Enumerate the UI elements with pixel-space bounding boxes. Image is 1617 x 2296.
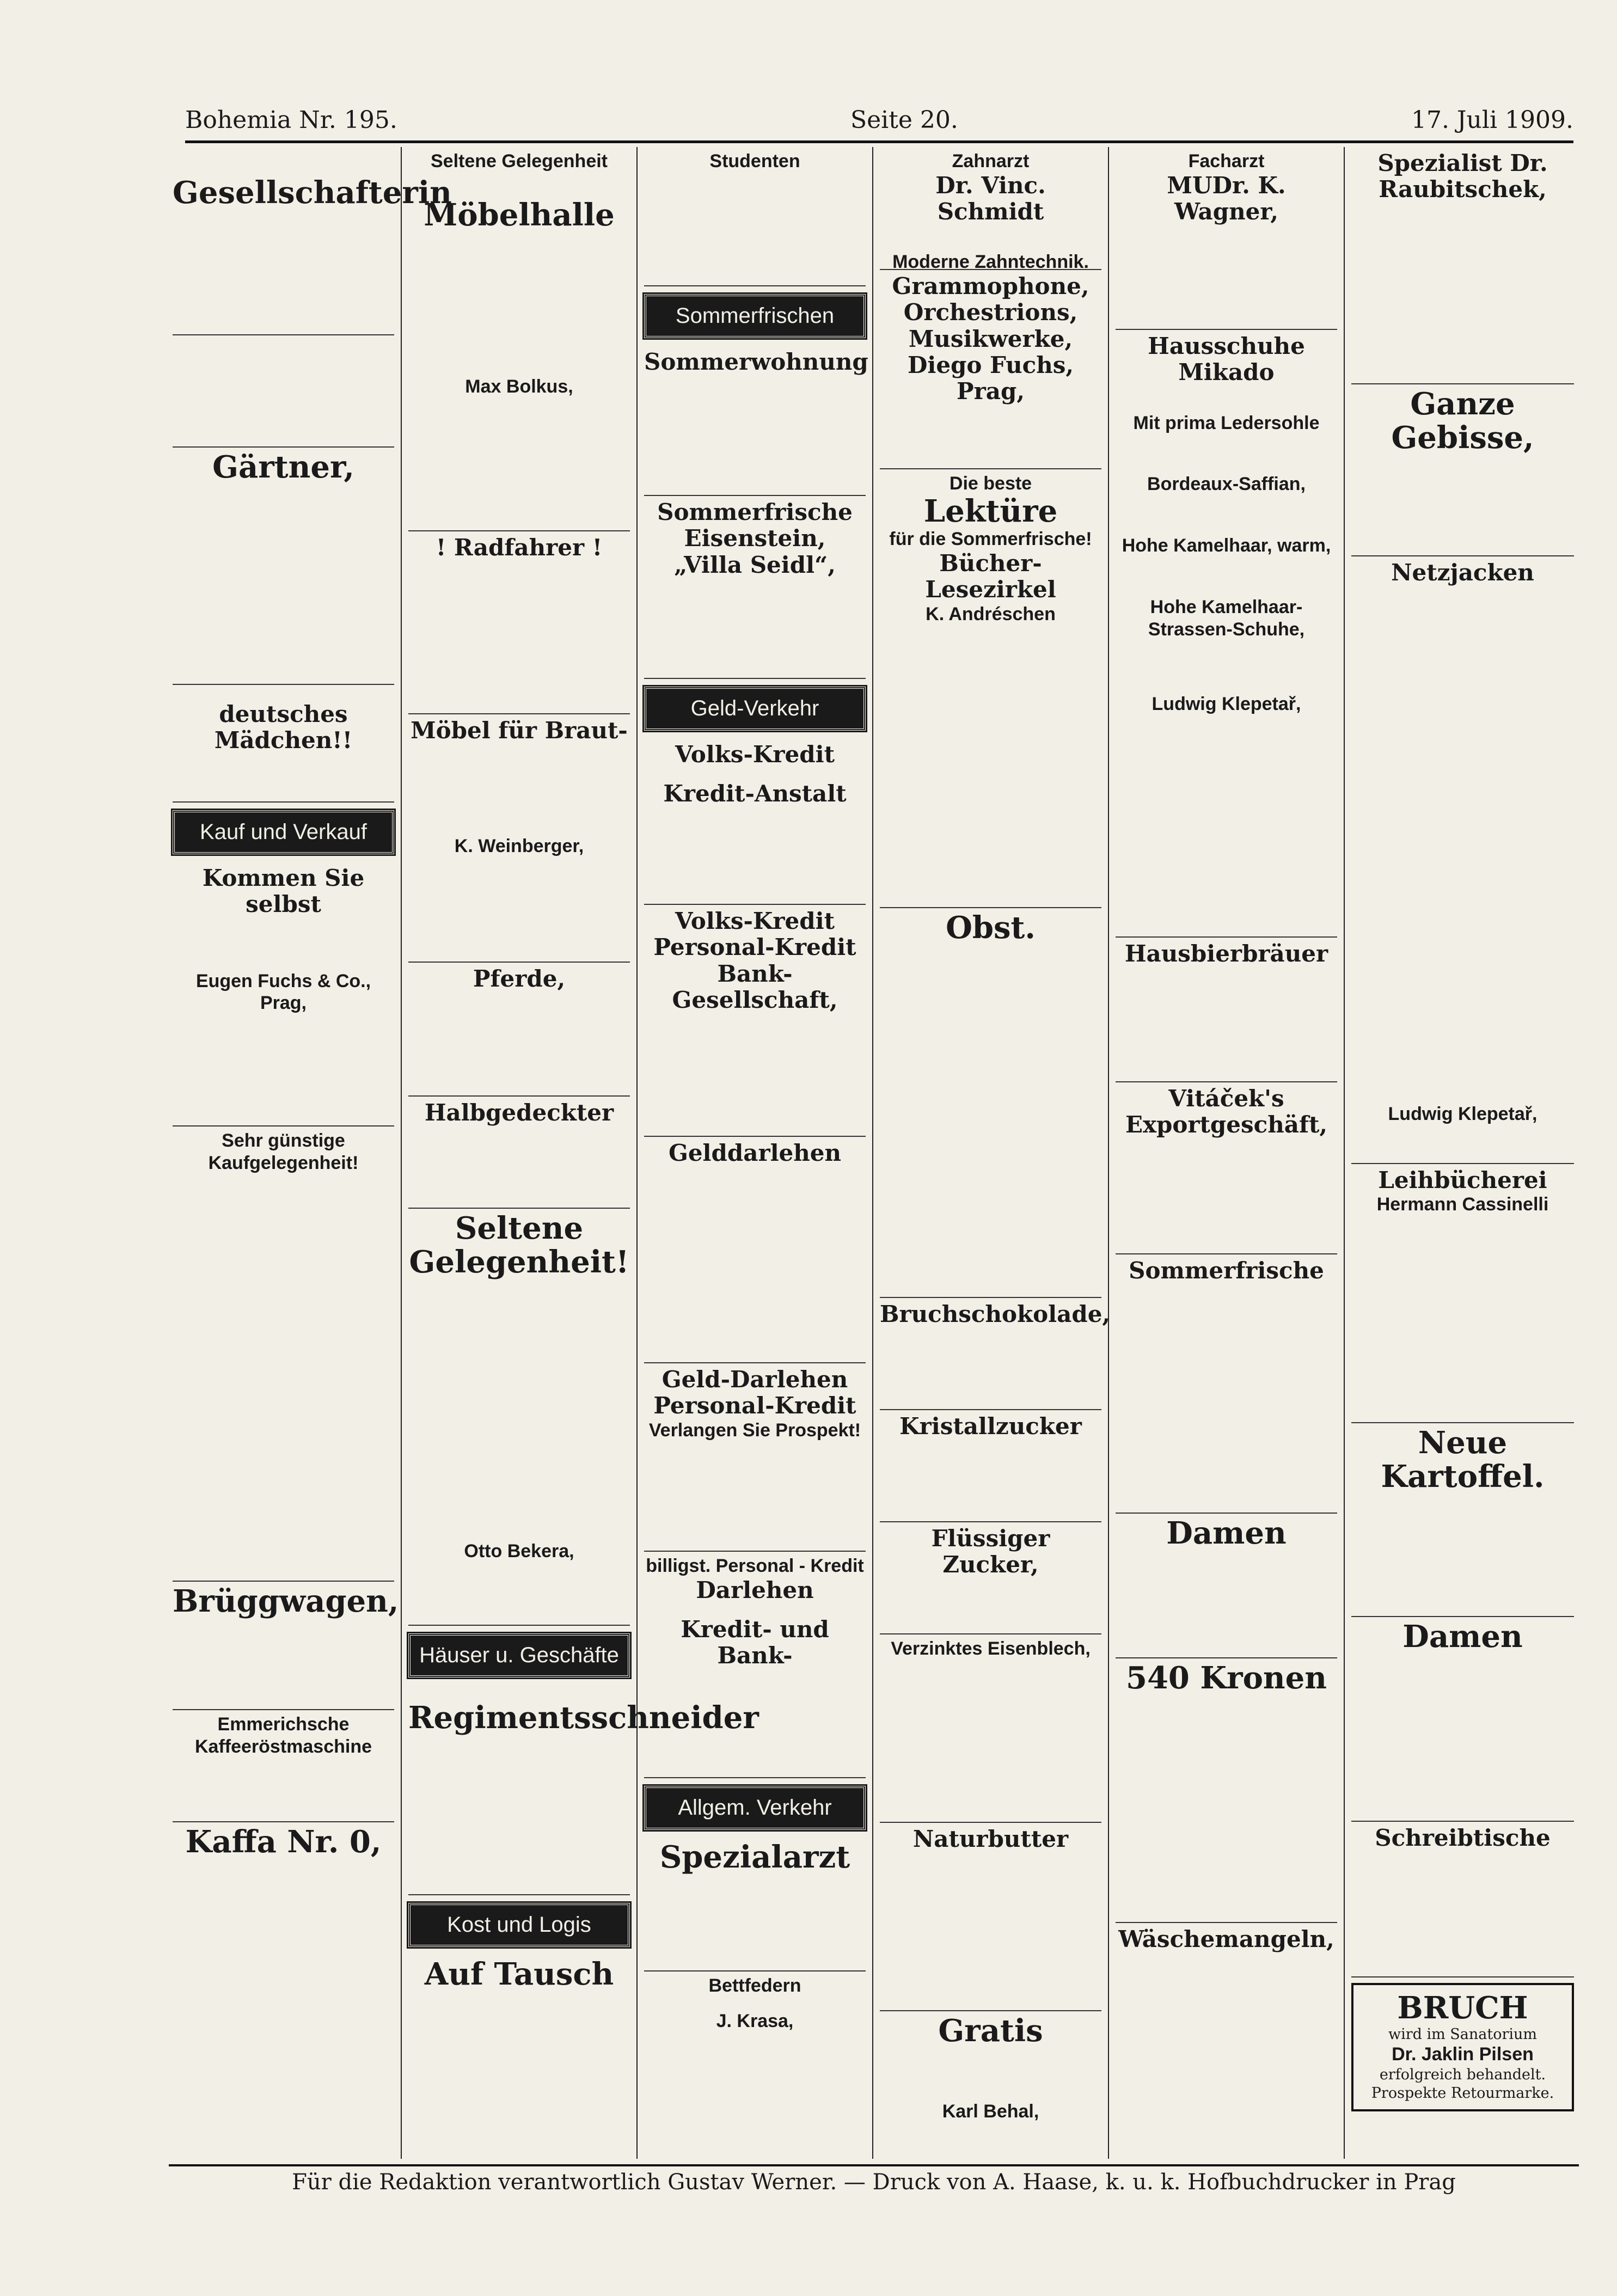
ad-line: Prospekte Retourmarke. (1371, 2084, 1554, 2102)
ad-damen-hebamme (1351, 1617, 1574, 1822)
ad-gaertner (173, 448, 394, 685)
ad-tagline: für die Sommerfrische! (889, 529, 1092, 550)
ad-company: Kredit- und Bank- (681, 1616, 829, 1669)
ad-headline: Volks-Kredit (675, 741, 835, 768)
ad-buergerschule (173, 335, 394, 448)
ad-headline: Leihbücherei (1378, 1167, 1547, 1193)
ad-headline: Flüssiger Zucker, (931, 1525, 1050, 1578)
column-5 (1109, 147, 1345, 2159)
ad-company: Max Bolkus, (465, 376, 573, 397)
ad-headline: Damen (1166, 1515, 1287, 1551)
ad-company: Diego Fuchs, Prag, (907, 351, 1074, 405)
ad-company: K. Weinberger, (454, 836, 584, 857)
ad-spezialarzt (644, 1838, 866, 1972)
ad-headline: Sommerwohnung (644, 348, 868, 375)
ad-headline: Volks-Kredit (675, 908, 835, 934)
section-bar-sommerfrischen: Sommerfrischen (644, 294, 866, 338)
ad-volks-kredit (644, 738, 866, 905)
column-3 (638, 147, 873, 2159)
ad-headline: billigst. Personal - Kredit (646, 1556, 864, 1576)
ad-columns (166, 147, 1582, 2159)
ad-gratis (880, 2011, 1101, 2127)
ad-headline: Lektüre (923, 493, 1058, 529)
ad-bruch-sanatorium (1351, 1983, 1574, 2111)
ad-lektuere (880, 469, 1101, 908)
ad-personal-kredit (644, 905, 866, 1137)
ad-headline: Damen (1402, 1619, 1523, 1655)
ad-headline: Gratis (938, 2013, 1043, 2049)
ad-auf-tausch (408, 1955, 630, 1996)
section-bar-kost-und-logis: Kost und Logis (408, 1903, 630, 1947)
ad-gesellschafterin (173, 147, 452, 335)
ad-company: J. Krasa, (716, 2010, 794, 2031)
ad-headline: Bruchschokolade, (880, 1301, 1111, 1327)
ad-variant-ledersohle: Mit prima Ledersohle (1133, 412, 1320, 433)
ad-zahnarzt (880, 147, 1101, 273)
section-bar-geld-verkehr: Geld-Verkehr (644, 687, 866, 731)
ad-subheadline: Personal-Kredit (653, 934, 856, 961)
column-4 (873, 147, 1109, 2159)
ad-headline: Seltene Gelegenheit! (409, 1210, 629, 1280)
ad-geld-darlehen (644, 1363, 866, 1552)
ad-waeschemangeln (1116, 1923, 1337, 1957)
ad-headline: Naturbutter (912, 1826, 1069, 1852)
ad-headline: Dr. Vinc. Schmidt (935, 172, 1046, 225)
ad-subheadline: Kredit-Anstalt (663, 780, 847, 807)
ad-variant-saffian: Bordeaux-Saffian, (1147, 474, 1306, 495)
ad-raubitschek (1351, 147, 1574, 384)
ad-headline: Grammophone, Orchestrions, Musikwerke, (892, 273, 1089, 352)
ad-line: wird im Sanatorium (1388, 2025, 1538, 2043)
ad-headline: Regimentsschneider (408, 1700, 759, 1736)
ad-company: Ludwig Klepetař, (1388, 1104, 1538, 1125)
ad-moebelhalle (408, 147, 630, 531)
ad-schreibtische (1351, 1822, 1574, 1977)
ad-headline: Möbel für Braut- (411, 717, 628, 744)
ad-headline: Gesellschafterin (173, 175, 452, 211)
ad-headline: Bettfedern (708, 1975, 801, 1996)
ad-headline: Obst. (946, 910, 1036, 946)
ad-tagline: Moderne Zahntechnik. (892, 252, 1089, 273)
section-bar-kauf-und-verkauf: Kauf und Verkauf (173, 810, 394, 854)
ad-headline: Halbgedeckter (424, 1099, 614, 1126)
ad-headline: Gärtner, (212, 449, 354, 485)
ad-villa-name: „Villa Seidl“, (674, 551, 836, 578)
ad-headline: Sehr günstige Kaufgelegenheit! (208, 1130, 359, 1173)
section-bar-allgem-verkehr: Allgem. Verkehr (644, 1786, 866, 1830)
ad-variant-strassenschuhe: Hohe Kamelhaar-Strassen-Schuhe, (1148, 596, 1305, 640)
ad-headline: Spezialist Dr. Raubitschek, (1377, 150, 1548, 203)
ad-headline: Schreibtische (1375, 1824, 1551, 1851)
ad-ganze-gebisse (1351, 384, 1574, 556)
section-bar-haeuser-u-geschaefte: Häuser u. Geschäfte (408, 1633, 630, 1677)
ad-company: Karl Behal, (942, 2101, 1039, 2122)
ad-headline: Kommen Sie selbst (202, 865, 365, 918)
ad-deutsches-maedchen (173, 685, 394, 803)
ad-sommerwohnung (644, 346, 866, 496)
ad-eisenblech (880, 1634, 1101, 1823)
ad-diego-fuchs (880, 270, 1101, 469)
ad-model: Mikado (1178, 359, 1275, 386)
column-6 (1345, 147, 1581, 2159)
ad-headline: Kaffa Nr. 0, (185, 1824, 382, 1860)
ad-headline: Möbelhalle (424, 197, 615, 233)
ad-kommen-sie-selbst (173, 862, 394, 1126)
ad-subheadline: Personal-Kredit (653, 1392, 856, 1419)
ad-obst (880, 908, 1101, 1298)
ad-variant-kamelhaar: Hohe Kamelhaar, warm, (1122, 535, 1331, 556)
ad-headline: Hausschuhe (1148, 333, 1305, 359)
ad-villa-seidl (644, 496, 866, 679)
ad-neue-kartoffel (1351, 1423, 1574, 1617)
ad-bruchschokolade (880, 1298, 1111, 1410)
ad-kaffa (173, 1822, 394, 1864)
ad-sommerfrische (1116, 1254, 1337, 1514)
ad-headline: Brüggwagen, (173, 1583, 399, 1619)
ad-headline: 540 Kronen (1126, 1660, 1327, 1696)
ad-hausbierbraeuer (1116, 938, 1337, 1082)
ad-headline: Verzinktes Eisenblech, (891, 1638, 1091, 1659)
ad-headline: Geld-Darlehen (661, 1366, 848, 1393)
ad-seltene-gelegenheit (408, 1209, 630, 1626)
ad-line: erfolgreich behandelt. (1379, 2066, 1546, 2084)
ad-headline: Sommerfrische (1129, 1257, 1324, 1284)
ad-headline: Hausbierbräuer (1124, 940, 1328, 967)
ad-studenten (644, 147, 866, 286)
ad-radfahrer (408, 531, 630, 714)
ad-headline: Gelddarlehen (668, 1140, 842, 1166)
ad-540-kronen (1116, 1658, 1337, 1923)
footer-rule (169, 2164, 1579, 2166)
ad-brueggwagen (173, 1582, 399, 1710)
ad-subheadline: Bücher-Lesezirkel (925, 550, 1056, 603)
ad-headline: ! Radfahrer ! (436, 534, 603, 561)
ad-darlehen (644, 1552, 866, 1778)
ad-leihbuecherei (1351, 1164, 1574, 1423)
ad-headline: BRUCH (1397, 1990, 1528, 2026)
ad-headline: Studenten (709, 151, 800, 172)
ad-subheadline: Darlehen (696, 1576, 814, 1603)
ad-kristallzucker (880, 1410, 1101, 1522)
ad-company: Eugen Fuchs & Co., Prag, (195, 970, 371, 1014)
ad-vitacek (1116, 1082, 1337, 1254)
ad-kaufgelegenheit (173, 1126, 394, 1582)
ad-doctor: Dr. Jaklin Pilsen (1392, 2044, 1534, 2065)
ad-facharzt (1116, 147, 1337, 330)
ad-gelddarlehen (644, 1137, 866, 1363)
page-number: Seite 20. (850, 106, 958, 134)
ad-headline: Kristallzucker (899, 1413, 1082, 1440)
column-1 (166, 147, 452, 2159)
ad-headline: Vitáček's Exportgeschäft, (1125, 1085, 1328, 1138)
ad-company: Otto Bekera, (464, 1541, 574, 1562)
ad-headline: Wäschemangeln, (1118, 1926, 1334, 1952)
ad-halbgedeckter (408, 1097, 630, 1209)
ad-company: K. Andréschen (926, 603, 1056, 624)
ad-kicker: Seltene Gelegenheit (431, 151, 608, 172)
ad-hausschuhe (1116, 330, 1337, 938)
ad-damen (1116, 1514, 1337, 1658)
ad-kicker: Zahnarzt (952, 151, 1030, 172)
ad-bettfedern (644, 1972, 866, 2037)
imprint-footer: Für die Redaktion verantwortlich Gustav Werner. — Druck von A. Haase, k. u. k. Hofbuchdrucker in Prag (292, 2170, 1456, 2195)
ad-pferde (408, 963, 630, 1097)
issue-date: 17. Juli 1909. (1411, 106, 1573, 134)
ad-headline: Pferde, (473, 965, 566, 992)
ad-kicker: Facharzt (1188, 151, 1265, 172)
ad-headline: Neue Kartoffel. (1381, 1425, 1545, 1495)
ad-headline: MUDr. K. Wagner, (1167, 172, 1286, 225)
ad-netzjacken (1351, 556, 1574, 1164)
ad-company: Hermann Cassinelli (1376, 1194, 1549, 1215)
ad-company: Bank-Gesellschaft, (672, 960, 838, 1013)
ad-kaffeeroestmaschine (173, 1710, 394, 1822)
ad-headline: deutsches Mädchen!! (214, 701, 353, 754)
ad-headline: Auf Tausch (424, 1956, 614, 1992)
ad-moebel-fuer-braut (408, 714, 630, 963)
page-header (185, 103, 1573, 143)
ad-headline: Spezialarzt (659, 1839, 850, 1875)
ad-naturbutter (880, 1823, 1101, 2011)
ad-headline: Sommerfrische Eisenstein, (657, 499, 853, 552)
ad-cta: Verlangen Sie Prospekt! (648, 1419, 861, 1441)
ad-headline: Emmerichsche Kaffeeröstmaschine (194, 1714, 372, 1757)
ad-headline: Netzjacken (1391, 559, 1534, 586)
ad-company: Ludwig Klepetař, (1152, 693, 1301, 714)
ad-headline: Ganze Gebisse, (1391, 386, 1534, 456)
publication-name: Bohemia Nr. 195. (185, 106, 397, 134)
ad-kicker: Die beste (949, 473, 1032, 494)
ad-fluessiger-zucker (880, 1522, 1101, 1634)
